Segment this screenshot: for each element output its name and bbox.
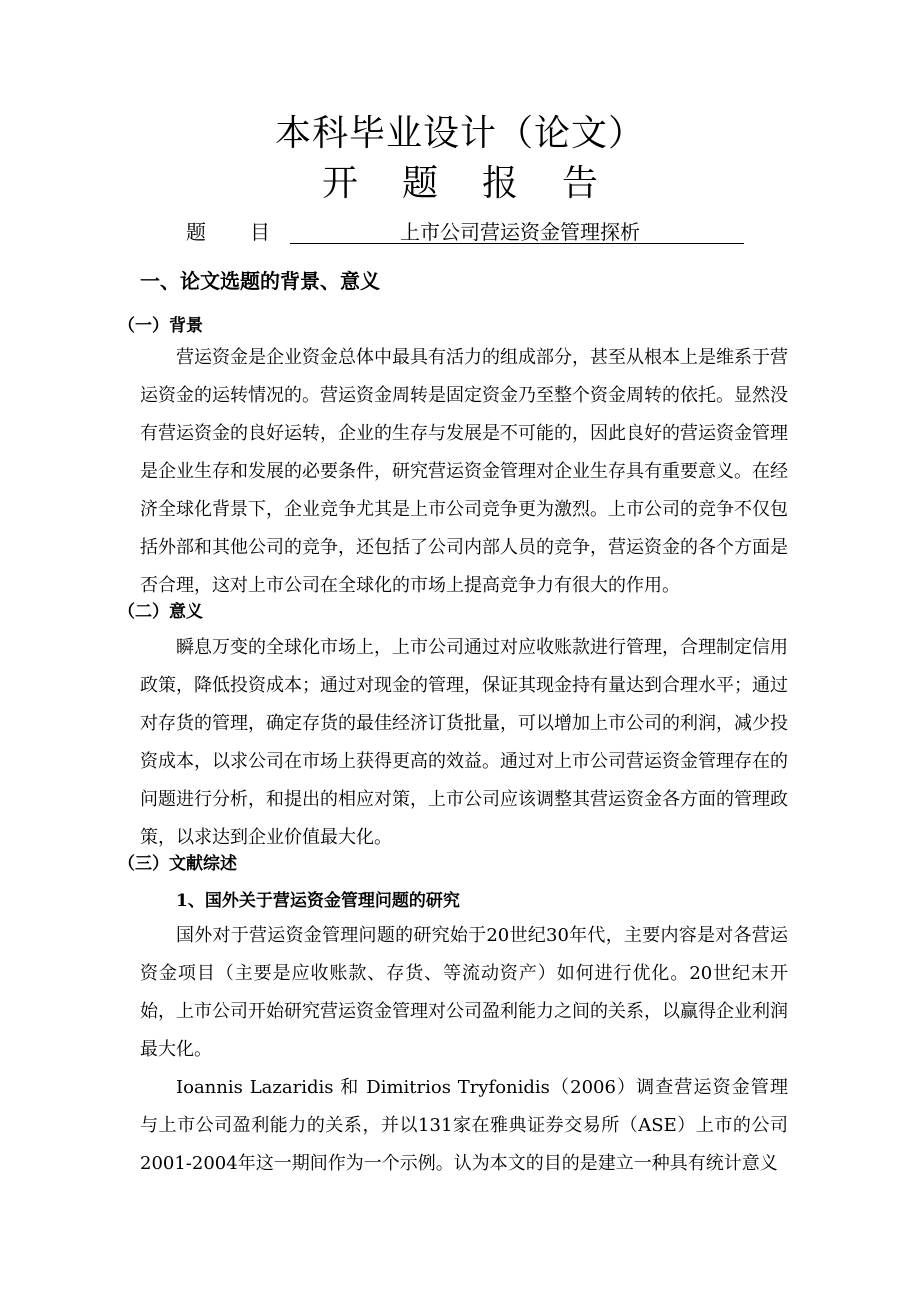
significance-paragraph: 瞬息万变的全球化市场上，上市公司通过对应收账款进行管理，合理制定信用政策，降低投资成本；通过对现金的管理，保证其现金持有量达到合理水平；通过对存货的管理，确定存货的最佳经济订货批量，可以增加上市公司的利润，减少投资成本，以求公司在市场上获得更高的效益。通过对上市公司营运资金管理存在的问题进行分析，和提出的相应对策，上市公司应该调整其营运资金各方面的管理政策，以求达到企业价值最大化。: [140, 637, 788, 848]
section-heading: 一、论文选题的背景、意义: [140, 269, 380, 293]
review-paragraph-2: Ioannis Lazaridis 和 Dimitrios Tryfonidis（2006）调查营运资金管理与上市公司盈利能力的关系，并以131家在雅典证券交易所（ASE）上市的公司2001-2004年这一期间作为一个示例。认为本文的目的是建立一种具有统计意义: [140, 1077, 788, 1174]
background-heading: （一）背景: [118, 316, 203, 336]
document-subtitle: 开题报告: [321, 163, 642, 204]
review-subheading: 1、国外关于营运资金管理问题的研究: [176, 891, 460, 911]
background-paragraph: 营运资金是企业资金总体中最具有活力的组成部分，甚至从根本上是维系于营运资金的运转情况的。营运资金周转是固定资金乃至整个资金周转的依托。显然没有营运资金的良好运转，企业的生存与发展是不可能的，因此良好的营运资金管理是企业生存和发展的必要条件，研究营运资金管理对企业生存具有重要意义。在经济全球化背景下，企业竞争尤其是上市公司竞争更为激烈。上市公司的竞争不仅包括外部和其他公司的竞争，还包括了公司内部人员的竞争，营运资金的各个方面是否合理，这对上市公司在全球化的市场上提高竞争力有很大的作用。: [140, 347, 788, 596]
review-heading: （三）文献综述: [118, 854, 237, 874]
topic-label: 题目: [186, 220, 314, 244]
topic-value: 上市公司营运资金管理探析: [290, 218, 744, 244]
significance-heading: （二）意义: [118, 602, 203, 622]
review-paragraph-1: 国外对于营运资金管理问题的研究始于20世纪30年代，主要内容是对各营运资金项目（主要是应收账款、存货、等流动资产）如何进行优化。20世纪末开始，上市公司开始研究营运资金管理对公司盈利能力之间的关系，以赢得企业利润最大化。: [140, 925, 788, 1060]
document-title: 本科毕业设计（论文）: [274, 113, 645, 154]
